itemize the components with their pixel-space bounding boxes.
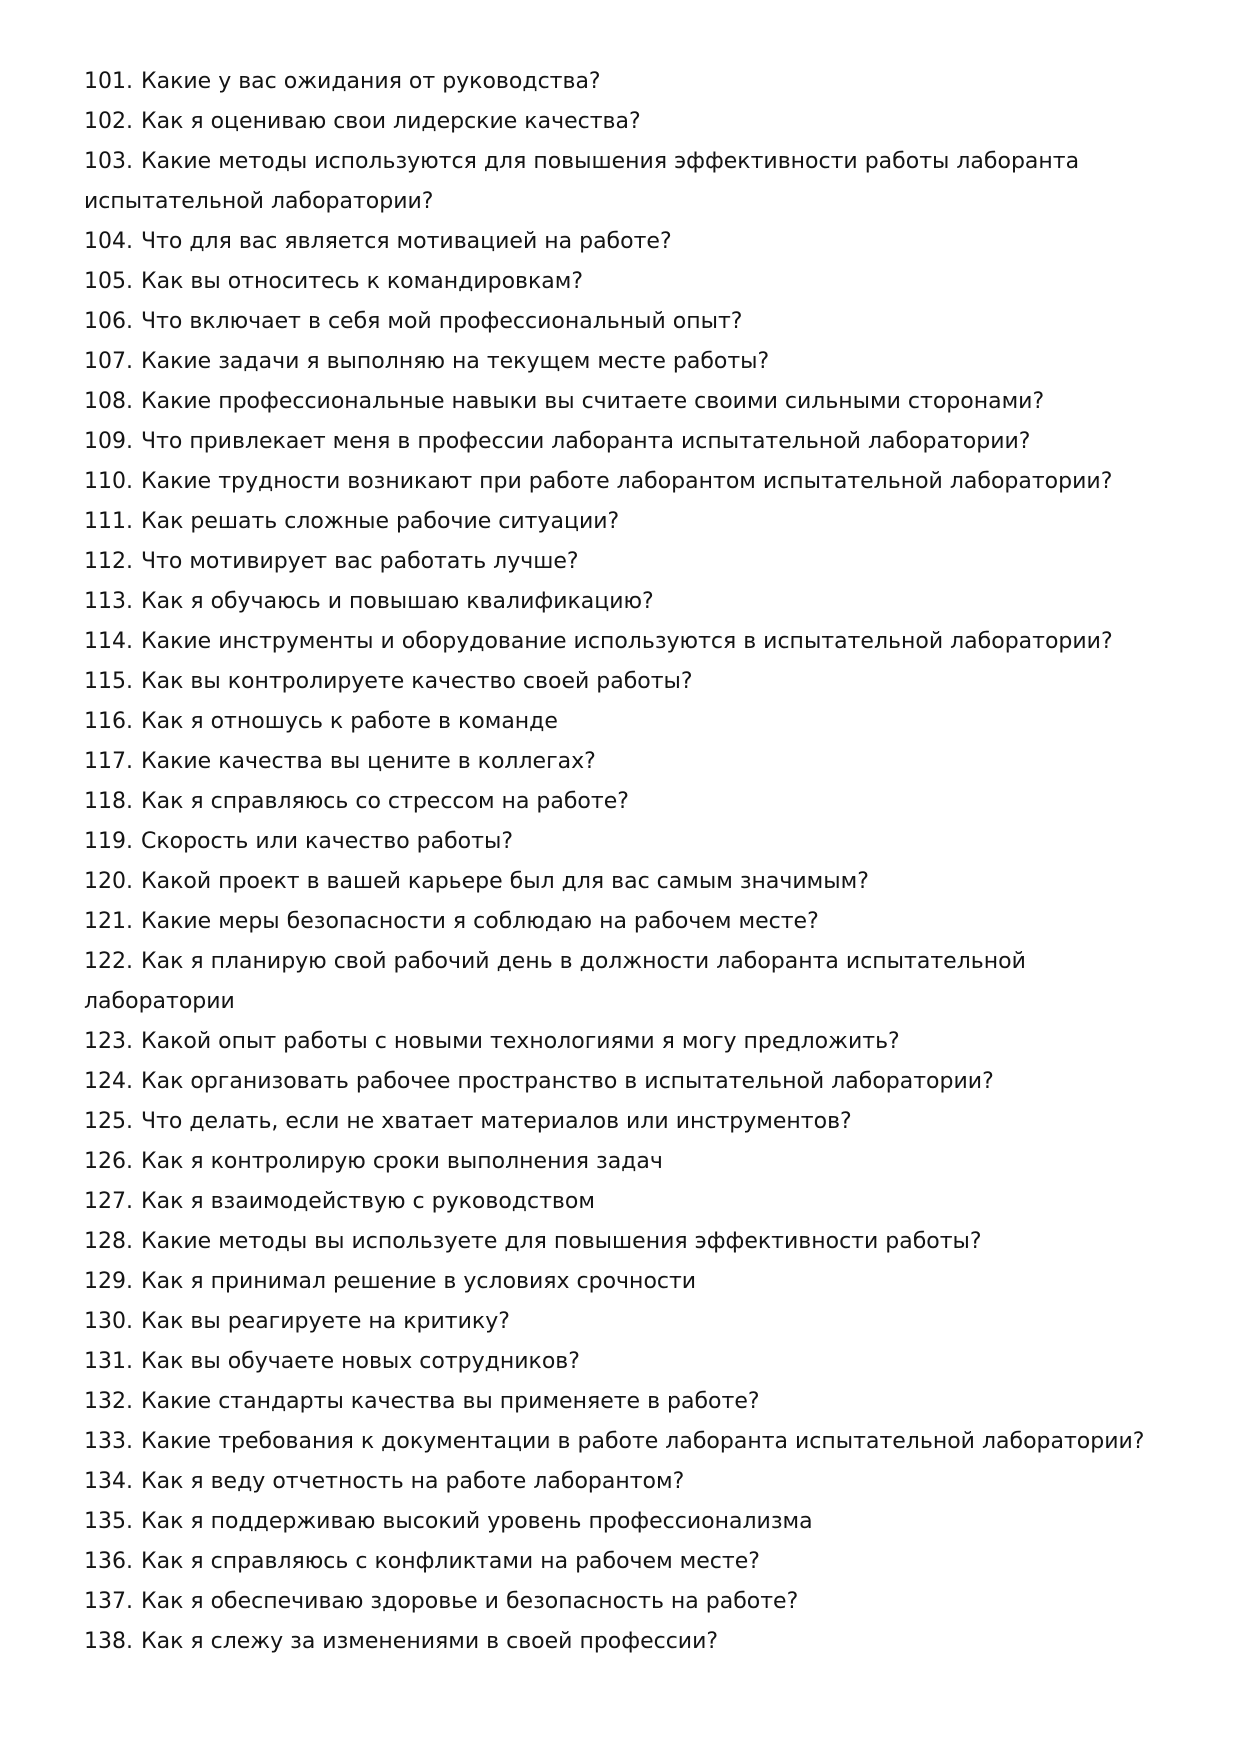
question-item [84,222,1164,262]
question-item [84,1302,1164,1342]
question-number: 117. [84,749,133,774]
question-text: Какие методы используются для повышения эффективности работы лаборанта испытательной лаборатории? [84,149,1080,214]
question-item [84,622,1164,662]
question-number: 107. [84,349,133,374]
question-text: Как я взаимодействую с руководством [140,1189,595,1214]
question-item [84,1582,1164,1622]
question-text: Какие методы вы используете для повышения эффективности работы? [140,1229,982,1254]
question-text: Какие задачи я выполняю на текущем месте работы? [140,349,770,374]
question-number: 119. [84,829,133,854]
question-text: Как я обеспечиваю здоровье и безопасность на работе? [140,1589,799,1614]
question-number: 115. [84,669,133,694]
question-text: Как я принимал решение в условиях срочности [140,1269,697,1294]
question-number: 137. [84,1589,133,1614]
question-text: Что мотивирует вас работать лучше? [140,549,579,574]
question-item [84,62,1164,102]
question-number: 123. [84,1029,133,1054]
question-number: 105. [84,269,133,294]
question-item [84,1102,1164,1142]
question-number: 108. [84,389,133,414]
question-text: Как я поддерживаю высокий уровень профессионализма [140,1509,813,1534]
question-text: Как я контролирую сроки выполнения задач [140,1149,663,1174]
question-text: Как я обучаюсь и повышаю квалификацию? [140,589,654,614]
question-item [84,502,1164,542]
question-item [84,662,1164,702]
question-item [84,582,1164,622]
question-item [84,422,1164,462]
question-number: 110. [84,469,133,494]
question-number: 138. [84,1629,133,1654]
question-text: Что для вас является мотивацией на работе? [140,229,672,254]
question-item [84,702,1164,742]
question-number: 125. [84,1109,133,1134]
question-number: 136. [84,1549,133,1574]
question-item [84,262,1164,302]
question-item [84,1462,1164,1502]
question-text: Какие профессиональные навыки вы считаете своими сильными сторонами? [140,389,1045,414]
question-number: 133. [84,1429,133,1454]
question-text: Как решать сложные рабочие ситуации? [140,509,620,534]
question-text: Как я оцениваю свои лидерские качества? [140,109,641,134]
question-text: Какие меры безопасности я соблюдаю на рабочем месте? [140,909,819,934]
question-text: Какие стандарты качества вы применяете в работе? [140,1389,760,1414]
question-item [84,1382,1164,1422]
question-item [84,302,1164,342]
question-item [84,862,1164,902]
question-item [84,542,1164,582]
question-number: 106. [84,309,133,334]
question-text: Как вы обучаете новых сотрудников? [140,1349,580,1374]
question-item [84,1502,1164,1542]
question-text: Что включает в себя мой профессиональный опыт? [140,309,743,334]
question-number: 120. [84,869,133,894]
question-item [84,1542,1164,1582]
question-text: Какой опыт работы с новыми технологиями я могу предложить? [140,1029,900,1054]
question-text: Как организовать рабочее пространство в испытательной лаборатории? [140,1069,994,1094]
question-number: 135. [84,1509,133,1534]
question-item [84,742,1164,782]
question-item [84,1262,1164,1302]
question-text: Какие качества вы цените в коллегах? [140,749,596,774]
question-number: 134. [84,1469,133,1494]
question-item [84,1062,1164,1102]
question-text: Как я слежу за изменениями в своей профессии? [140,1629,719,1654]
question-number: 111. [84,509,133,534]
question-text: Как я планирую свой рабочий день в должности лаборанта испытательной лаборатории [84,949,1026,1014]
question-number: 129. [84,1269,133,1294]
question-text: Как вы реагируете на критику? [140,1309,510,1334]
question-text: Что привлекает меня в профессии лаборанта испытательной лаборатории? [140,429,1031,454]
question-item [84,822,1164,862]
question-number: 118. [84,789,133,814]
question-item [84,902,1164,942]
question-item [84,1342,1164,1382]
question-number: 104. [84,229,133,254]
question-item [84,782,1164,822]
question-item [84,942,1164,1022]
question-number: 128. [84,1229,133,1254]
question-text: Как я справляюсь с конфликтами на рабочем месте? [140,1549,760,1574]
question-item [84,1142,1164,1182]
question-number: 102. [84,109,133,134]
question-number: 113. [84,589,133,614]
question-item [84,142,1164,222]
question-number: 124. [84,1069,133,1094]
question-text: Как я отношусь к работе в команде [140,709,558,734]
question-number: 126. [84,1149,133,1174]
question-text: Какие требования к документации в работе лаборанта испытательной лаборатории? [140,1429,1145,1454]
question-text: Как вы относитесь к командировкам? [140,269,584,294]
question-number: 114. [84,629,133,654]
question-item [84,382,1164,422]
question-text: Как я справляюсь со стрессом на работе? [140,789,629,814]
question-number: 109. [84,429,133,454]
question-item [84,102,1164,142]
question-item [84,1422,1164,1462]
question-text: Какие инструменты и оборудование используются в испытательной лаборатории? [140,629,1113,654]
question-item [84,1622,1164,1662]
question-item [84,1022,1164,1062]
question-number: 122. [84,949,133,974]
question-item [84,1182,1164,1222]
question-number: 131. [84,1349,133,1374]
question-number: 121. [84,909,133,934]
question-text: Как я веду отчетность на работе лаборантом? [140,1469,685,1494]
question-text: Какие у вас ожидания от руководства? [140,69,601,94]
question-number: 132. [84,1389,133,1414]
question-item [84,462,1164,502]
question-item [84,1222,1164,1262]
question-number: 116. [84,709,133,734]
question-number: 103. [84,149,133,174]
question-number: 101. [84,69,133,94]
question-number: 127. [84,1189,133,1214]
question-number: 112. [84,549,133,574]
question-text: Что делать, если не хватает материалов или инструментов? [140,1109,852,1134]
question-text: Скорость или качество работы? [140,829,514,854]
question-text: Как вы контролируете качество своей работы? [140,669,693,694]
question-item [84,342,1164,382]
question-text: Какой проект в вашей карьере был для вас самым значимым? [140,869,869,894]
question-text: Какие трудности возникают при работе лаборантом испытательной лаборатории? [140,469,1113,494]
question-list [84,62,1164,1662]
question-number: 130. [84,1309,133,1334]
